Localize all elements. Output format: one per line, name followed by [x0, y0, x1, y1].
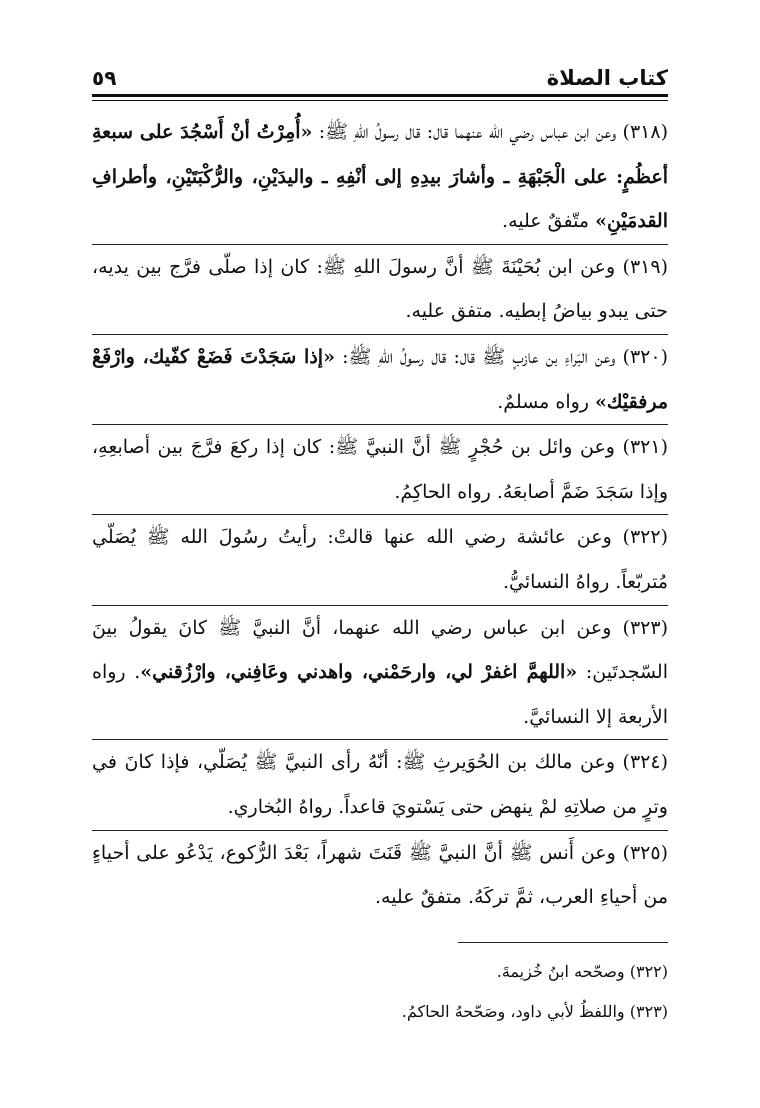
footnote-322: (٣٢٢) وصحّحه ابنُ خُزيمةَ.: [496, 962, 668, 981]
hadith-text: (٣٢٥) وعن أَنس ﷺ أنَّ النبيَّ ﷺ قَنَتَ شهراً، بَعْدَ الرُّكوع، يَدْعُو على أحياءٍ من أحياءِ العرب، ثمَّ تركَهُ. متفقٌ عليه.: [92, 841, 668, 909]
hadith-321: [92, 425, 668, 514]
hadith-quote: «اللهمَّ اغفرْ لي، وارحَمْني، واهدني وعَافِني، وارْزُقني»: [140, 661, 578, 684]
hadith-source: متّفقٌ عليه.: [502, 210, 596, 233]
footnote-323: (٣٢٣) واللفظُ لأبي داود، وصَحّحهُ الحاكمُ.: [401, 1002, 668, 1021]
page-number: ٥٩: [92, 66, 117, 90]
header-rule-thin: [92, 100, 668, 101]
footnotes: [92, 952, 668, 1032]
hadith-319: [92, 245, 668, 334]
hadith-324: [92, 740, 668, 829]
footnote-rule: [458, 942, 668, 943]
hadith-text: (٣١٩) وعن ابن بُحَيْنَةَ ﷺ أنَّ رسولَ اللهِ ﷺ: كان إذا صلّى فرَّج بين يديه، حتى يبدو بياضُ إبطيه. متفق عليه.: [92, 255, 668, 323]
hadith-text: (٣٢٢) وعن عائشة رضي الله عنها قالتْ: رأيتُ رسُولَ الله ﷺ يُصَلّي مُتربّعاً. رواهُ النسائيُّ.: [92, 526, 668, 593]
hadith-quote: «أُمِرْتُ أنْ أَسْجُدَ على سبعةِ أعظُمٍ: على الْجَبْهَةِ ـ وأشارَ بيدِهِ إلى أنْفِهِ ـ واليدَيْنِ، والرُّكْبَتَيْنِ، وأطرافِ القدمَيْنِ»: [92, 121, 668, 233]
hadith-text: (٣٢٠) وعن البَراءِ بن عازبٍ ﷺ قال: قال رسولُ اللهِ ﷺ:: [334, 345, 668, 368]
hadith-325: [92, 831, 668, 920]
page-header: [92, 60, 668, 90]
hadith-source: رواه مسلمٌ.: [497, 390, 596, 413]
hadith-320: [92, 335, 668, 424]
hadith-text: (٣٢٤) وعن مالك بن الحُوَيرثِ ﷺ: أنّهُ رأى النبيَّ ﷺ يُصَلّي، فإذا كانَ في وترٍ من صلاتِهِ لمْ ينهض حتى يَسْتويَ قاعداً. رواهُ البُخاري.: [92, 751, 668, 818]
hadith-list: [92, 110, 668, 920]
chapter-title: كتاب الصلاة: [546, 66, 668, 90]
hadith-source: . رواه الأربعة إلا النسائيَّ.: [92, 661, 668, 728]
hadith-text: (٣٢١) وعن وائل بن حُجْرٍ ﷺ أنَّ النبيَّ ﷺ: كان إذا ركعَ فرَّجَ بين أصابعِهِ، وإذا سَجَدَ ضَمَّ أصابعَهُ. رواه الحاكِمُ.: [92, 436, 668, 503]
hadith-quote: «إذا سَجَدْتَ فَضَعْ كفّيك، وارْفَعْ مرفقيْك»: [92, 345, 668, 413]
hadith-323: [92, 606, 668, 740]
hadith-text: (٣١٨) وعن ابن عباس رضي الله عنهما قال: قال رسولُ اللهِ ﷺ:: [312, 121, 668, 143]
hadith-318: [92, 110, 668, 244]
header-rule: [92, 94, 668, 97]
hadith-text: (٣٢٣) وعن ابن عباس رضي الله عنهما، أنَّ النبيَّ ﷺ كانَ يقولُ بينَ السّجدتَين:: [92, 616, 668, 684]
hadith-322: [92, 515, 668, 604]
